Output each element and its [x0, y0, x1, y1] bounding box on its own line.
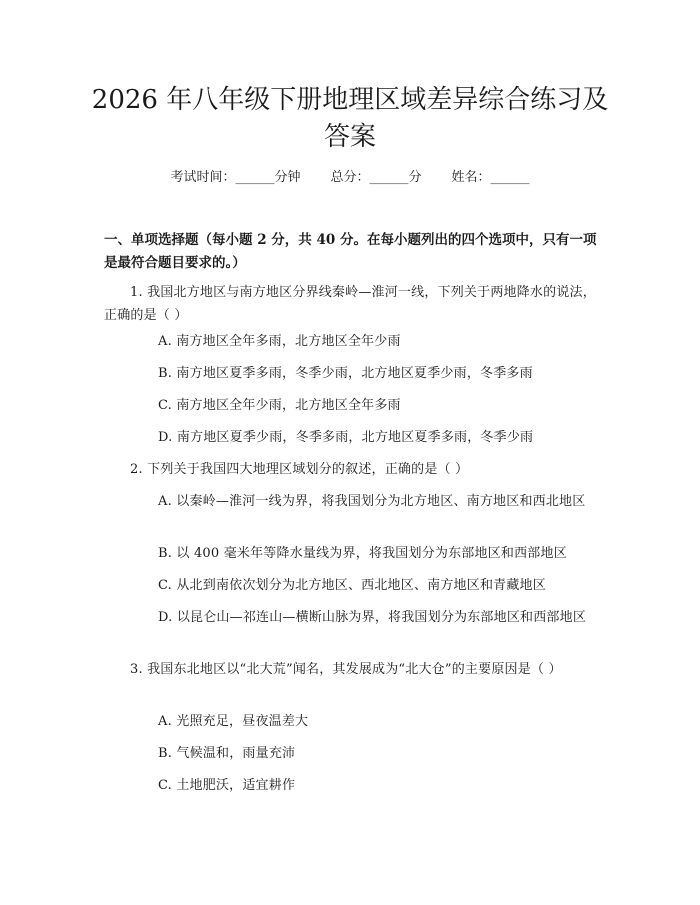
question-2-option-a: A. 以秦岭—淮河一线为界，将我国划分为北方地区、南方地区和西北地区 [158, 494, 586, 509]
exam-info [0, 168, 700, 188]
question-1-stem: 1. 我国北方地区与南方地区分界线秦岭—淮河一线，下列关于两地降水的说法，正确的是（ ） [104, 285, 596, 323]
exam-name-label: 姓名：______ [451, 170, 530, 185]
question-2-option-d: D. 以昆仑山—祁连山—横断山脉为界，将我国划分为东部地区和西部地区 [158, 610, 587, 625]
question-1-option-d: D. 南方地区夏季少雨，冬季多雨，北方地区夏季多雨，冬季少雨 [158, 430, 534, 445]
question-1-option-b: B. 南方地区夏季多雨，冬季少雨，北方地区夏季少雨，冬季多雨 [158, 366, 533, 381]
section-header: 一、单项选择题（每小题 2 分，共 40 分。在每小题列出的四个选项中，只有一项是最符合题目要求的。） [104, 232, 597, 271]
question-1-option-a: A. 南方地区全年多雨，北方地区全年少雨 [158, 334, 401, 349]
question-3-stem: 3. 我国东北地区以“北大荒”闻名，其发展成为“北大仓”的主要原因是（ ） [130, 662, 562, 677]
question-2-stem: 2. 下列关于我国四大地理区域划分的叙述，正确的是（ ） [130, 462, 469, 477]
document-title: 2026 年八年级下册地理区域差异综合练习及答案 [91, 85, 609, 152]
question-3-option-a: A. 光照充足，昼夜温差大 [158, 714, 309, 729]
question-2-option-b: B. 以 400 毫米年等降水量线为界，将我国划分为东部地区和西部地区 [158, 546, 567, 561]
question-2-option-c: C. 从北到南依次划分为北方地区、西北地区、南方地区和青藏地区 [158, 578, 546, 593]
exam-time-label: 考试时间：______分钟 [170, 170, 301, 185]
question-3-option-b: B. 气候温和，雨量充沛 [158, 746, 296, 761]
question-1-option-c: C. 南方地区全年少雨，北方地区全年多雨 [158, 398, 401, 413]
question-3-option-c: C. 土地肥沃，适宜耕作 [158, 778, 296, 793]
exam-score-label: 总分：______分 [330, 170, 422, 185]
